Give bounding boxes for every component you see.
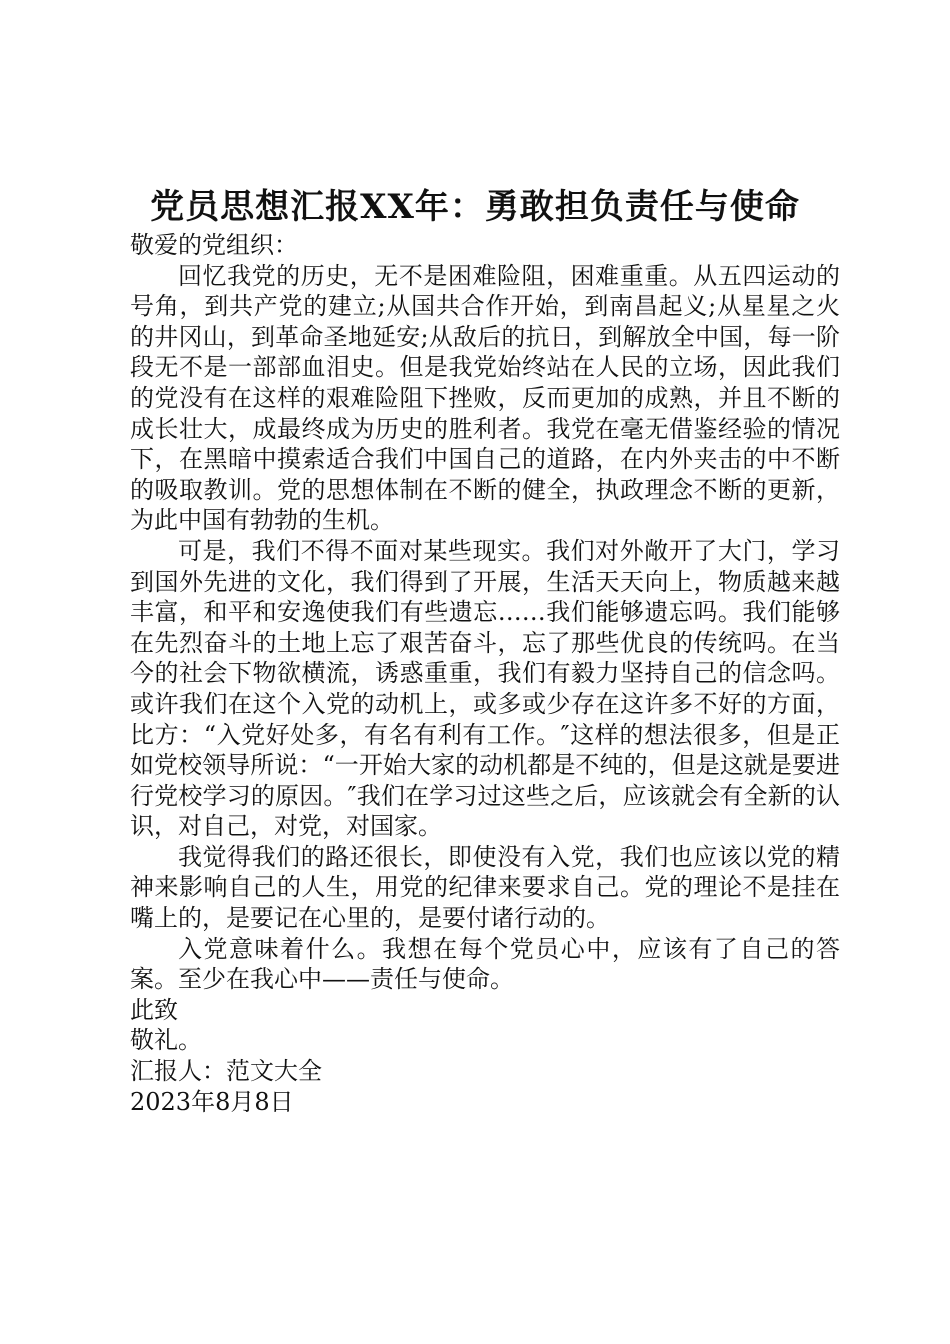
- regards-line: 敬礼。: [130, 1026, 202, 1055]
- reporter-line: 汇报人：范文大全: [130, 1057, 322, 1086]
- salutation: 敬爱的党组织：: [130, 231, 298, 259]
- paragraph: 可是，我们不得不面对某些现实。我们对外敞开了大门，学习到国外先进的文化，我们得到了开展，生活天天向上，物质越来越丰富，和平和安逸使我们有些遗忘……我们能够遗忘吗。我们能够在先烈奋斗的土地上忘了艰苦奋斗，忘了那些优良的传统吗。在当今的社会下物欲横流，诱惑重重，我们有毅力坚持自己的信念吗。或许我们在这个入党的动机上，或多或少存在这许多不好的方面，比方：“入党好处多，有名有利有工作。″这样的想法很多，但是正如党校领导所说：“一开始大家的动机都是不纯的，但是这就是要进行党校学习的原因。″我们在学习过这些之后，应该就会有全新的认识，对自己，对党，对国家。: [130, 536, 840, 841]
- date-line: 2023年8月8日: [130, 1087, 294, 1116]
- paragraph: 入党意味着什么。我想在每个党员心中，应该有了自己的答案。至少在我心中——责任与使命。: [130, 934, 840, 994]
- paragraph: 我觉得我们的路还很长，即使没有入党，我们也应该以党的精神来影响自己的人生，用党的纪律来要求自己。党的理论不是挂在嘴上的，是要记在心里的，是要付诸行动的。: [130, 842, 840, 933]
- document-body: [130, 230, 840, 1117]
- paragraph: 回忆我党的历史，无不是困难险阻，困难重重。从五四运动的号角，到共产党的建立;从国共合作开始，到南昌起义;从星星之火的井冈山，到革命圣地延安;从敌后的抗日，到解放全中国，每一阶段无不是一部部血泪史。但是我党始终站在人民的立场，因此我们的党没有在这样的艰难险阻下挫败，反而更加的成熟，并且不断的成长壮大，成最终成为历史的胜利者。我党在毫无借鉴经验的情况下，在黑暗中摸索适合我们中国自己的道路，在内外夹击的中不断的吸取教训。党的思想体制在不断的健全，执政理念不断的更新，为此中国有勃勃的生机。: [130, 261, 840, 535]
- closing-line: 此致: [130, 995, 178, 1024]
- document-title: 党员思想汇报XX年：勇敢担负责任与使命: [150, 187, 800, 227]
